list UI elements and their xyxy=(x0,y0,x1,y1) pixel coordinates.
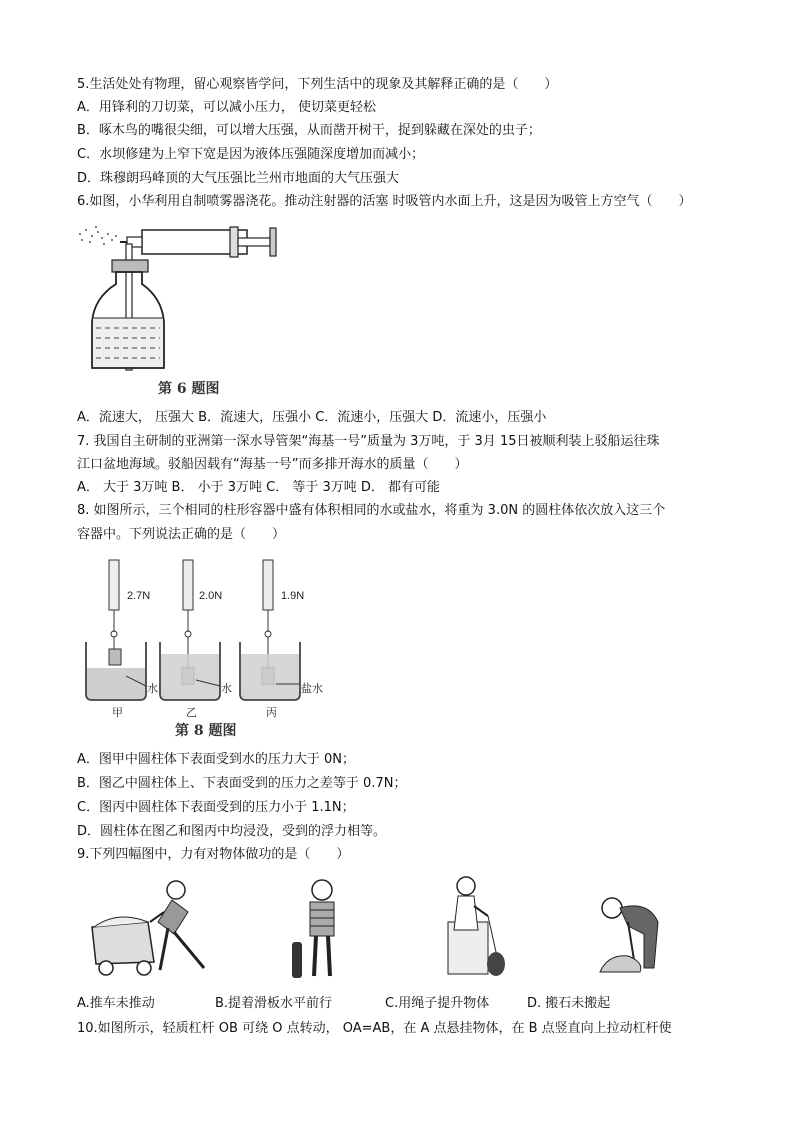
rope-lifting-icon xyxy=(448,877,505,976)
q8-stem-line2: 容器中。下列说法正确的是（ ） xyxy=(77,527,286,542)
q9-option-d: D. 搬石未搬起 xyxy=(527,996,611,1011)
carrying-skateboard-icon xyxy=(292,880,334,978)
liquid-label-yi: 水 xyxy=(221,683,232,695)
beaker-label-jia: 甲 xyxy=(112,707,123,719)
q8-option-d: D．圆柱体在图乙和图丙中均浸没，受到的浮力相等。 xyxy=(77,824,387,839)
q7-options: A． 大于 3万吨 B． 小于 3万吨 C． 等于 3万吨 D． 都有可能 xyxy=(77,480,441,495)
q5-stem: 5.生活处处有物理，留心观察皆学问，下列生活中的现象及其解释正确的是（ ） xyxy=(77,77,558,92)
q9-four-pictures xyxy=(88,872,718,984)
syringe-plunger xyxy=(270,228,276,256)
q7-stem-line1: 7. 我国自主研制的亚洲第一深水导管架“海基一号”质量为 3万吨，于 3月 15日被顺利装上驳船运往珠 xyxy=(77,434,660,449)
q8-beakers-figure xyxy=(78,554,358,722)
q8-option-c: C．图丙中圆柱体下表面受到的压力小于 1.1N； xyxy=(77,800,355,815)
q5-option-b: B．啄木鸟的嘴很尖细，可以增大压强，从而凿开树干，捉到躲藏在深处的虫子； xyxy=(77,123,541,138)
q8-option-b: B．图乙中圆柱体上、下表面受到的压力之差等于 0.7N； xyxy=(77,776,407,791)
liquid-label-jia: 水 xyxy=(147,683,158,695)
beaker-label-bing: 丙 xyxy=(266,707,277,719)
reading-yi: 2.0N xyxy=(199,590,223,602)
q5-option-c: C．水坝修建为上窄下宽是因为液体压强随深度增加而减小； xyxy=(77,147,425,162)
spring-scale-icon xyxy=(109,560,121,665)
q7-stem-line2: 江口盆地海域。驳船因载有“海基一号”而多排开海水的质量（ ） xyxy=(77,457,468,472)
q5-option-d: D．珠穆朗玛峰顶的大气压强比兰州市地面的大气压强大 xyxy=(77,171,400,186)
q8-caption: 第 8 题图 xyxy=(175,723,237,739)
q8-option-a: A．图甲中圆柱体下表面受到水的压力大于 0N； xyxy=(77,752,356,767)
q9-stem: 9.下列四幅图中，力有对物体做功的是（ ） xyxy=(77,847,350,862)
q9-option-a: A.推车未推动 xyxy=(77,996,155,1011)
q6-caption: 第 6 题图 xyxy=(158,381,220,397)
q5-option-a: A．用锋利的刀切菜，可以减小压力， 使切菜更轻松 xyxy=(77,100,377,115)
q9-option-b: B.提着滑板水平前行 xyxy=(215,996,333,1011)
q6-stem: 6.如图，小华利用自制喷雾器浇花。推动注射器的活塞 时吸管内水面上升，这是因为吸管上方空气（ ） xyxy=(77,194,692,209)
q10-stem: 10.如图所示，轻质杠杆 OB 可绕 O 点转动， OA=AB，在 A 点悬挂物体，在 B 点竖直向上拉动杠杆使 xyxy=(77,1021,672,1036)
lifting-rock-icon xyxy=(600,898,658,972)
spray-mist-icon xyxy=(79,226,117,245)
reading-bing: 1.9N xyxy=(281,590,305,602)
q8-stem-line1: 8. 如图所示，三个相同的柱形容器中盛有体积相同的水或盐水，将重为 3.0N 的圆柱体依次放入这三个 xyxy=(77,503,666,518)
q6-options: A．流速大， 压强大 B．流速大，压强小 C．流速小，压强大 D．流速小，压强小 xyxy=(77,410,547,425)
pushing-cart-icon xyxy=(92,881,204,975)
q6-sprayer-figure xyxy=(72,218,287,400)
liquid-label-bing: 盐水 xyxy=(301,683,323,695)
beaker-label-yi: 乙 xyxy=(186,707,197,719)
q9-option-c: C.用绳子提升物体 xyxy=(385,996,490,1011)
reading-jia: 2.7N xyxy=(127,590,151,602)
